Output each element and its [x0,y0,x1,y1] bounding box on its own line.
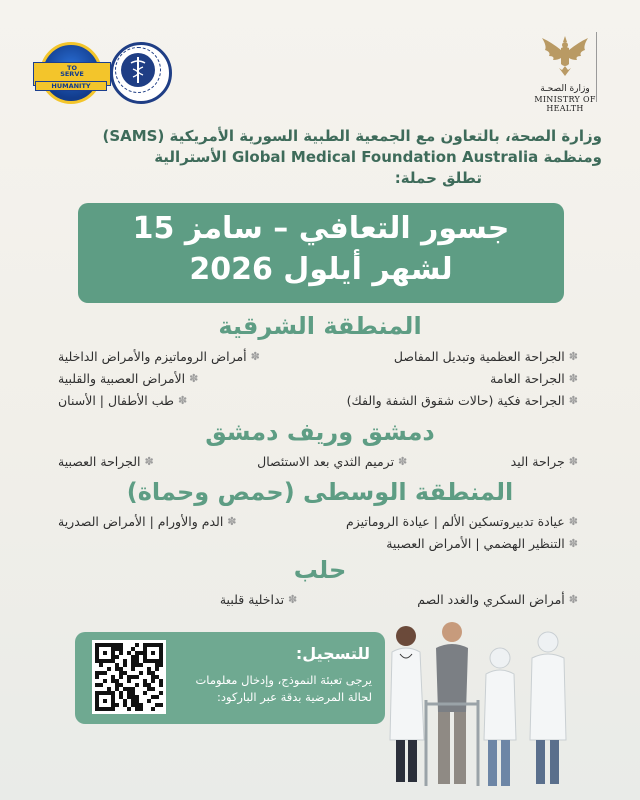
intro-text [42,126,602,189]
serve-text-3: HUMANITY [35,81,107,91]
list-item: ✽ تداخلية قلبية [219,591,298,607]
registration-qr-code[interactable] [92,640,166,714]
serve-text-2: SERVE [60,70,84,78]
nurse-figure [484,648,516,786]
sams-logo [110,42,172,104]
bullet-icon: ✽ [568,393,578,407]
list-item: ✽ الجراحة العظمية وتبديل المفاصل [393,348,578,364]
bullet-icon: ✽ [568,371,578,385]
bullet-icon: ✽ [568,536,578,550]
list-item: ✽ ترميم الثدي بعد الاستئصال [257,453,408,469]
bullet-icon: ✽ [288,592,298,606]
heading-east: المنطقة الشرقية [218,312,422,340]
intro-line-2: ومنظمة Global Medical Foundation Australia الأسترالية [154,148,602,166]
doctor-figure [390,626,424,782]
campaign-banner [78,203,564,303]
bullet-icon: ✽ [568,349,578,363]
female-doctor-figure [530,632,566,784]
intro-line-1: وزارة الصحة، بالتعاون مع الجمعية الطبية السورية الأمريكية (SAMS) [102,127,602,145]
ministry-name-en: MINISTRY OF HEALTH [534,95,596,113]
bullet-icon: ✽ [250,349,260,363]
to-serve-humanity-logo [40,42,102,104]
list-item: ✽ عيادة تدبيروتسكين الألم | عيادة الروماتيزم [346,513,578,529]
caduceus-icon [121,53,155,87]
list-item: ✽ الدم والأورام | الأمراض الصدرية [58,513,237,529]
serve-text-1: TO [67,64,77,72]
bullet-icon: ✽ [189,371,199,385]
patient-figure [426,622,478,786]
list-row [58,450,578,472]
list-item: ✽ جراحة اليد [510,453,578,469]
list-row [58,367,578,389]
campaign-title: جسور التعافي – سامز 15 [132,211,510,246]
bullet-icon: ✽ [177,393,188,407]
list-item: ✽ الجراحة العصبية [58,453,154,469]
list-row [58,345,578,367]
bullet-icon: ✽ [568,592,578,606]
list-item: ✽ أمراض السكري والغدد الصم [417,591,578,607]
list-row [58,532,578,554]
ministry-name-ar: وزارة الصحـة [540,84,590,94]
list-row [58,389,578,411]
registration-title: للتسجيل: [295,644,370,663]
bullet-icon: ✽ [568,454,578,468]
medical-staff-illustration [370,600,590,800]
ministry-logo [534,32,596,113]
bullet-icon: ✽ [144,454,154,468]
list-item: ✽ أمراض الروماتيزم والأمراض الداخلية [58,348,260,364]
registration-text: يرجى تعبئة النموذج، وإدخال معلومات لحالة المرضية بدقة عبر الباركود: [195,673,372,704]
bullet-icon: ✽ [227,514,237,528]
central-list [58,510,578,554]
intro-line-3: تطلق حملة: [394,169,482,187]
heading-central: المنطقة الوسطى (حمص وحماة) [126,478,514,506]
list-item: ✽ الأمراض العصبية والقلبية [58,370,199,386]
damascus-list [58,450,578,472]
campaign-month: لشهر أيلول 2026 [189,252,453,287]
list-item: ✽ التنظير الهضمي | الأمراض العصبية [386,535,578,551]
list-item: ✽ الجراحة فكية (حالات شقوق الشفة والفك) [346,392,578,408]
bullet-icon: ✽ [568,514,578,528]
qr-pattern [95,643,163,711]
heading-damascus: دمشق وريف دمشق [205,418,435,446]
east-list [58,345,578,411]
heading-aleppo: حلب [293,556,347,584]
list-row [58,510,578,532]
list-item: ✽ طب الأطفال | الأسنان [58,392,188,408]
header-divider [596,32,597,102]
list-item: ✽ الجراحة العامة [490,370,578,386]
eagle-emblem-icon [539,32,591,78]
bullet-icon: ✽ [398,454,408,468]
